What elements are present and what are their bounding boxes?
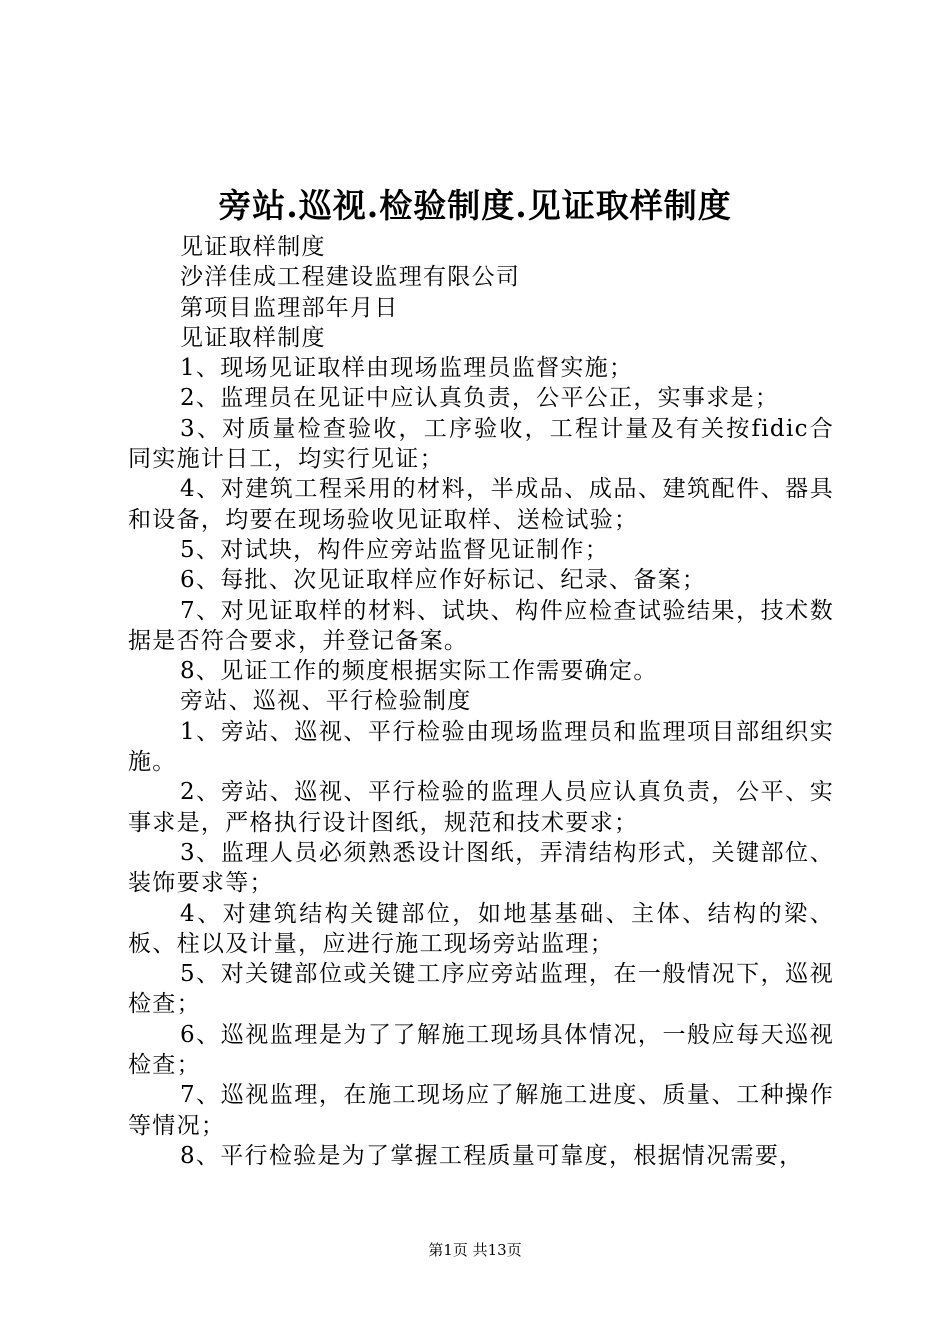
paragraph: 2、旁站、巡视、平行检验的监理人员应认真负责，公平、实事求是，严格执行设计图纸，规范和技术要求； bbox=[128, 779, 834, 836]
paragraph: 见证取样制度 bbox=[180, 234, 326, 260]
paragraph: 7、对见证取样的材料、试块、构件应检查试验结果，技术数据是否符合要求，并登记备案。 bbox=[128, 597, 834, 654]
paragraph: 8、平行检验是为了掌握工程质量可靠度，根据情况需要， bbox=[180, 1142, 804, 1169]
paragraph: 第项目监理部年月日 bbox=[180, 294, 399, 321]
paragraph: 6、巡视监理是为了了解施工现场具体情况，一般应每天巡视检查； bbox=[128, 1021, 834, 1079]
paragraph: 5、对试块，构件应旁站监督见证制作； bbox=[180, 536, 610, 563]
paragraph: 2、监理员在见证中应认真负责，公平公正，实事求是； bbox=[180, 385, 780, 412]
paragraph: 4、对建筑工程采用的材料，半成品、成品、建筑配件、器具和设备，均要在现场验收见证取样、送检试验； bbox=[128, 476, 834, 533]
paragraph: 旁站、巡视、平行检验制度 bbox=[180, 688, 472, 715]
paragraph: 5、对关键部位或关键工序应旁站监理，在一般情况下，巡视检查； bbox=[128, 961, 834, 1018]
paragraph: 3、监理人员必须熟悉设计图纸，弄清结构形式，关键部位、装饰要求等； bbox=[128, 839, 834, 897]
paragraph: 沙洋佳成工程建设监理有限公司 bbox=[180, 264, 521, 291]
paragraph: 1、旁站、巡视、平行检验由现场监理员和监理项目部组织实施。 bbox=[128, 718, 834, 776]
paragraph: 3、对质量检查验收，工序验收，工程计量及有关按fidic合同实施计日工，均实行见证； bbox=[128, 415, 834, 473]
paragraph: 6、每批、次见证取样应作好标记、纪录、备案； bbox=[180, 567, 707, 594]
document-title: 旁站.巡视.检验制度.见证取样制度 bbox=[218, 186, 732, 225]
paragraph: 见证取样制度 bbox=[180, 324, 326, 351]
paragraph: 7、巡视监理，在施工现场应了解施工进度、质量、工种操作等情况； bbox=[128, 1082, 834, 1139]
paragraph: 8、见证工作的频度根据实际工作需要确定。 bbox=[180, 658, 658, 685]
paragraph: 1、现场见证取样由现场监理员监督实施； bbox=[180, 355, 634, 382]
document-body bbox=[128, 232, 834, 1171]
paragraph: 4、对建筑结构关键部位，如地基基础、主体、结构的梁、板、柱以及计量，应进行施工现场旁站监理； bbox=[128, 900, 834, 957]
page-number-footer: 第1页 共13页 bbox=[428, 1241, 522, 1259]
